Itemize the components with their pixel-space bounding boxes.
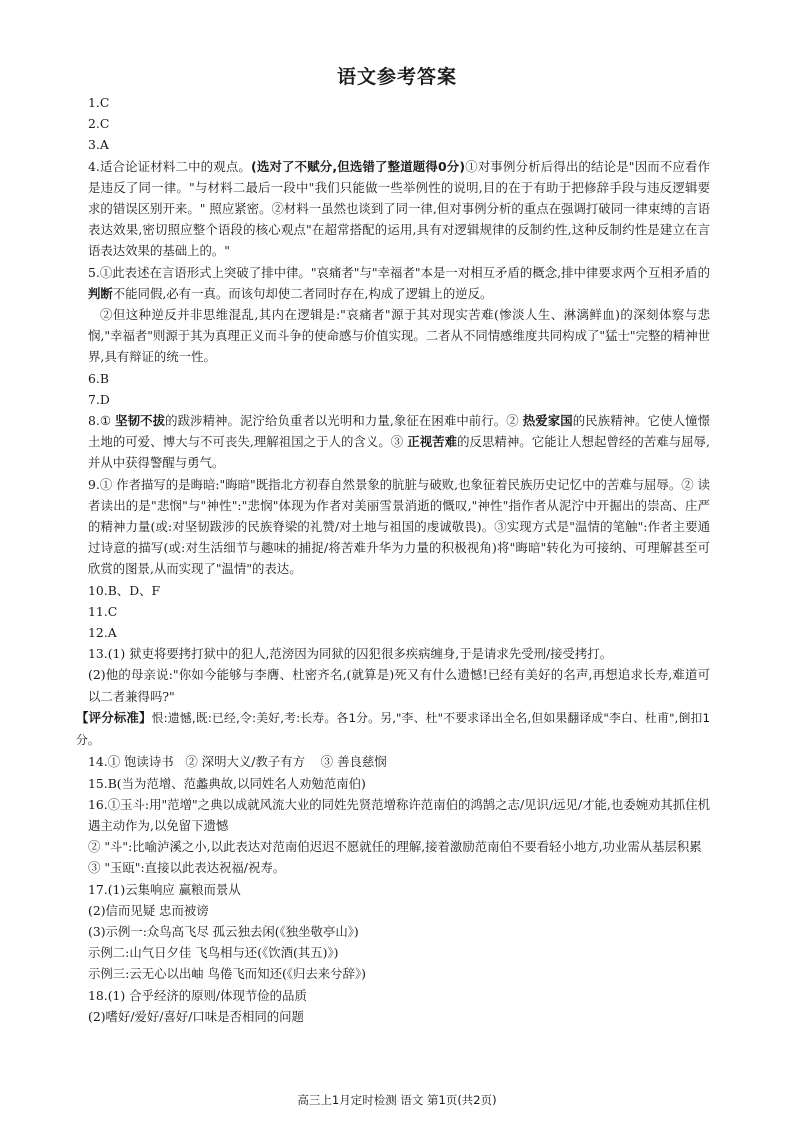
- answer-17-line-2: (2)信而见疑 忠而被谤: [88, 902, 209, 918]
- answer-8-keyword-3: 正视苦难: [407, 434, 458, 450]
- answer-5-point-1: [88, 262, 710, 304]
- answer-1: 1.C: [88, 95, 110, 110]
- answer-8-keyword-1: 坚韧不拔: [115, 413, 166, 429]
- answer-16-point-3: ③ "玉瓯":直接以此表达祝福/祝寿。: [88, 860, 286, 876]
- answer-8-text-2: 的民族精神。它使人憧憬土地的可爱、博大与不可丧失,理解祖国之于人的含义。③: [88, 413, 711, 450]
- answer-8-text-3: 的反思精神。它能让人想起曾经的苦难与屈辱,并从中获得警醒与勇气。: [88, 434, 710, 471]
- answer-5-text-end: 不能同假,必有一真。而该句却使二者同时存在,构成了逻辑上的逆反。: [112, 285, 493, 301]
- answer-3: 3.A: [88, 137, 109, 153]
- answer-15: 15.B(当为范增、范蠡典故,以同姓名人劝勉范南伯): [88, 775, 366, 791]
- answer-10: 10.B、D、F: [88, 582, 161, 598]
- answer-4-scoring-note: (选对了不赋分,但选错了整道题得0分): [251, 158, 466, 174]
- answer-14: 14.① 饱读诗书 ② 深明大义/教子有方 ③ 善良慈悯: [88, 754, 387, 770]
- answer-18-line-2: (2)嗜好/爱好/喜好/口味是否相同的问题: [88, 1008, 304, 1024]
- answer-body: [76, 92, 711, 1027]
- answer-4: [88, 156, 710, 262]
- answer-5-keyword: 判断: [88, 285, 113, 301]
- scoring-standard-text: 恨:遗憾,既:已经,令:美好,考:长寿。各1分。另,"李、杜"不要求译出全名,但如果翻译成"李白、杜甫",倒扣1分。: [76, 710, 711, 748]
- answer-8-text-1: 的跋涉精神。泥泞给负重者以光明和力量,象征在困难中前行。②: [165, 413, 523, 429]
- scoring-standard-label: 【评分标准】: [76, 709, 152, 725]
- answer-5-text: 5.①此表述在言语形式上突破了排中律。"哀痛者"与"幸福者"本是一对相互矛盾的概念,排中律要求两个互相矛盾的: [88, 264, 710, 280]
- answer-13-part-1: 13.(1) 狱吏将要拷打狱中的犯人,范滂因为同狱的囚犯很多疾病缠身,于是请求先受刑/接受拷打。: [88, 646, 613, 662]
- answer-8-num: 8.①: [88, 413, 116, 429]
- answer-8: [88, 410, 710, 474]
- answer-18-line-1: 18.(1) 合乎经济的原则/体现节俭的品质: [88, 987, 307, 1003]
- answer-11: 11.C: [88, 603, 118, 619]
- answer-4-body: ①对事例分析后得出的结论是"因而不应看作是违反了同一律。"与材料二最后一段中"我们只能做一些举例性的说明,目的在于有助于把修辞手段与违反逻辑要求的错误区别开来。" 照应紧密。②材料一虽然也谈到了同一律,但对事例分析的重点在强调打破同一律束缚的言语表达效果,密切照应整个语段的核心观点"在超常搭配的运用,具有对逻辑规律的反制约性,这种反制约性是建立在言语表达效果的基础上的。": [88, 158, 711, 259]
- answer-17-line-5: 示例三:云无心以出岫 鸟倦飞而知还(《归去来兮辞》): [88, 966, 366, 982]
- answer-7: 7.D: [88, 391, 110, 407]
- answer-17-line-3: (3)示例一:众鸟高飞尽 孤云独去闲(《独坐敬亭山》): [88, 923, 359, 939]
- answer-13-scoring: [76, 707, 710, 751]
- answer-17-line-1: 17.(1)云集响应 赢粮而景从: [88, 881, 241, 897]
- answer-17-line-4: 示例二:山气日夕佳 飞鸟相与还(《饮酒(其五)》): [88, 945, 339, 961]
- answer-4-lead: 4.适合论证材料二中的观点。: [88, 158, 252, 174]
- page-footer: 高三上1月定时检测 语文 第1页(共2页): [297, 1093, 497, 1107]
- answer-8-keyword-2: 热爱家国: [522, 413, 573, 429]
- answer-16-point-2: ② "斗":比喻泸溪之小,以此表达对范南伯迟迟不愿就任的理解,接着激励范南伯不要看轻小地方,功业需从基层积累: [88, 839, 702, 855]
- answer-12: 12.A: [88, 625, 117, 641]
- answer-16-point-1: 16.①玉斗:用"范增"之典以成就风流大业的同姓先贤范增称许范南伯的鸿鹄之志/见识/远见/才能,也委婉劝其抓住机遇主动作为,以免留下遗憾: [88, 796, 710, 833]
- answer-5-point-2: ②但这种逆反并非思维混乱,其内在逻辑是:"哀痛者"源于其对现实苦难(惨淡人生、淋漓鲜血)的深刻体察与悲悯,"幸福者"则源于其为真理正义而斗争的使命感与价值实现。二者从不同情感维度共同构成了"猛士"完整的精神世界,具有辩证的统一性。: [88, 307, 710, 365]
- answer-9: 9.① 作者描写的是晦暗:"晦暗"既指北方初春自然景象的肮脏与破败,也象征着民族历史记忆中的苦难与屈辱。② 读者读出的是"悲悯"与"神性":"悲悯"体现为作者对美丽雪景消逝的慨叹,"神性"指作者从泥泞中开掘出的崇高、庄严的精神力量(或:对坚韧跋涉的民族脊梁的礼赞/对土地与祖国的虔诚敬畏)。③实现方式是"温情的笔触":作者主要通过诗意的描写(或:对生活细节与趣味的捕捉/将苦难升华为力量的积极视角)将"晦暗"转化为可接纳、可理解甚至可欣赏的图景,从而实现了"温情"的表达。: [88, 476, 710, 577]
- answer-2: 2.C: [88, 116, 110, 132]
- answer-13-part-2: (2)他的母亲说:"你如今能够与李膺、杜密齐名,(就算是)死又有什么遗憾!已经有美好的名声,再想追求长寿,难道可以二者兼得吗?": [88, 667, 710, 704]
- answer-6: 6.B: [88, 370, 109, 386]
- page-title: 语文参考答案: [336, 66, 457, 88]
